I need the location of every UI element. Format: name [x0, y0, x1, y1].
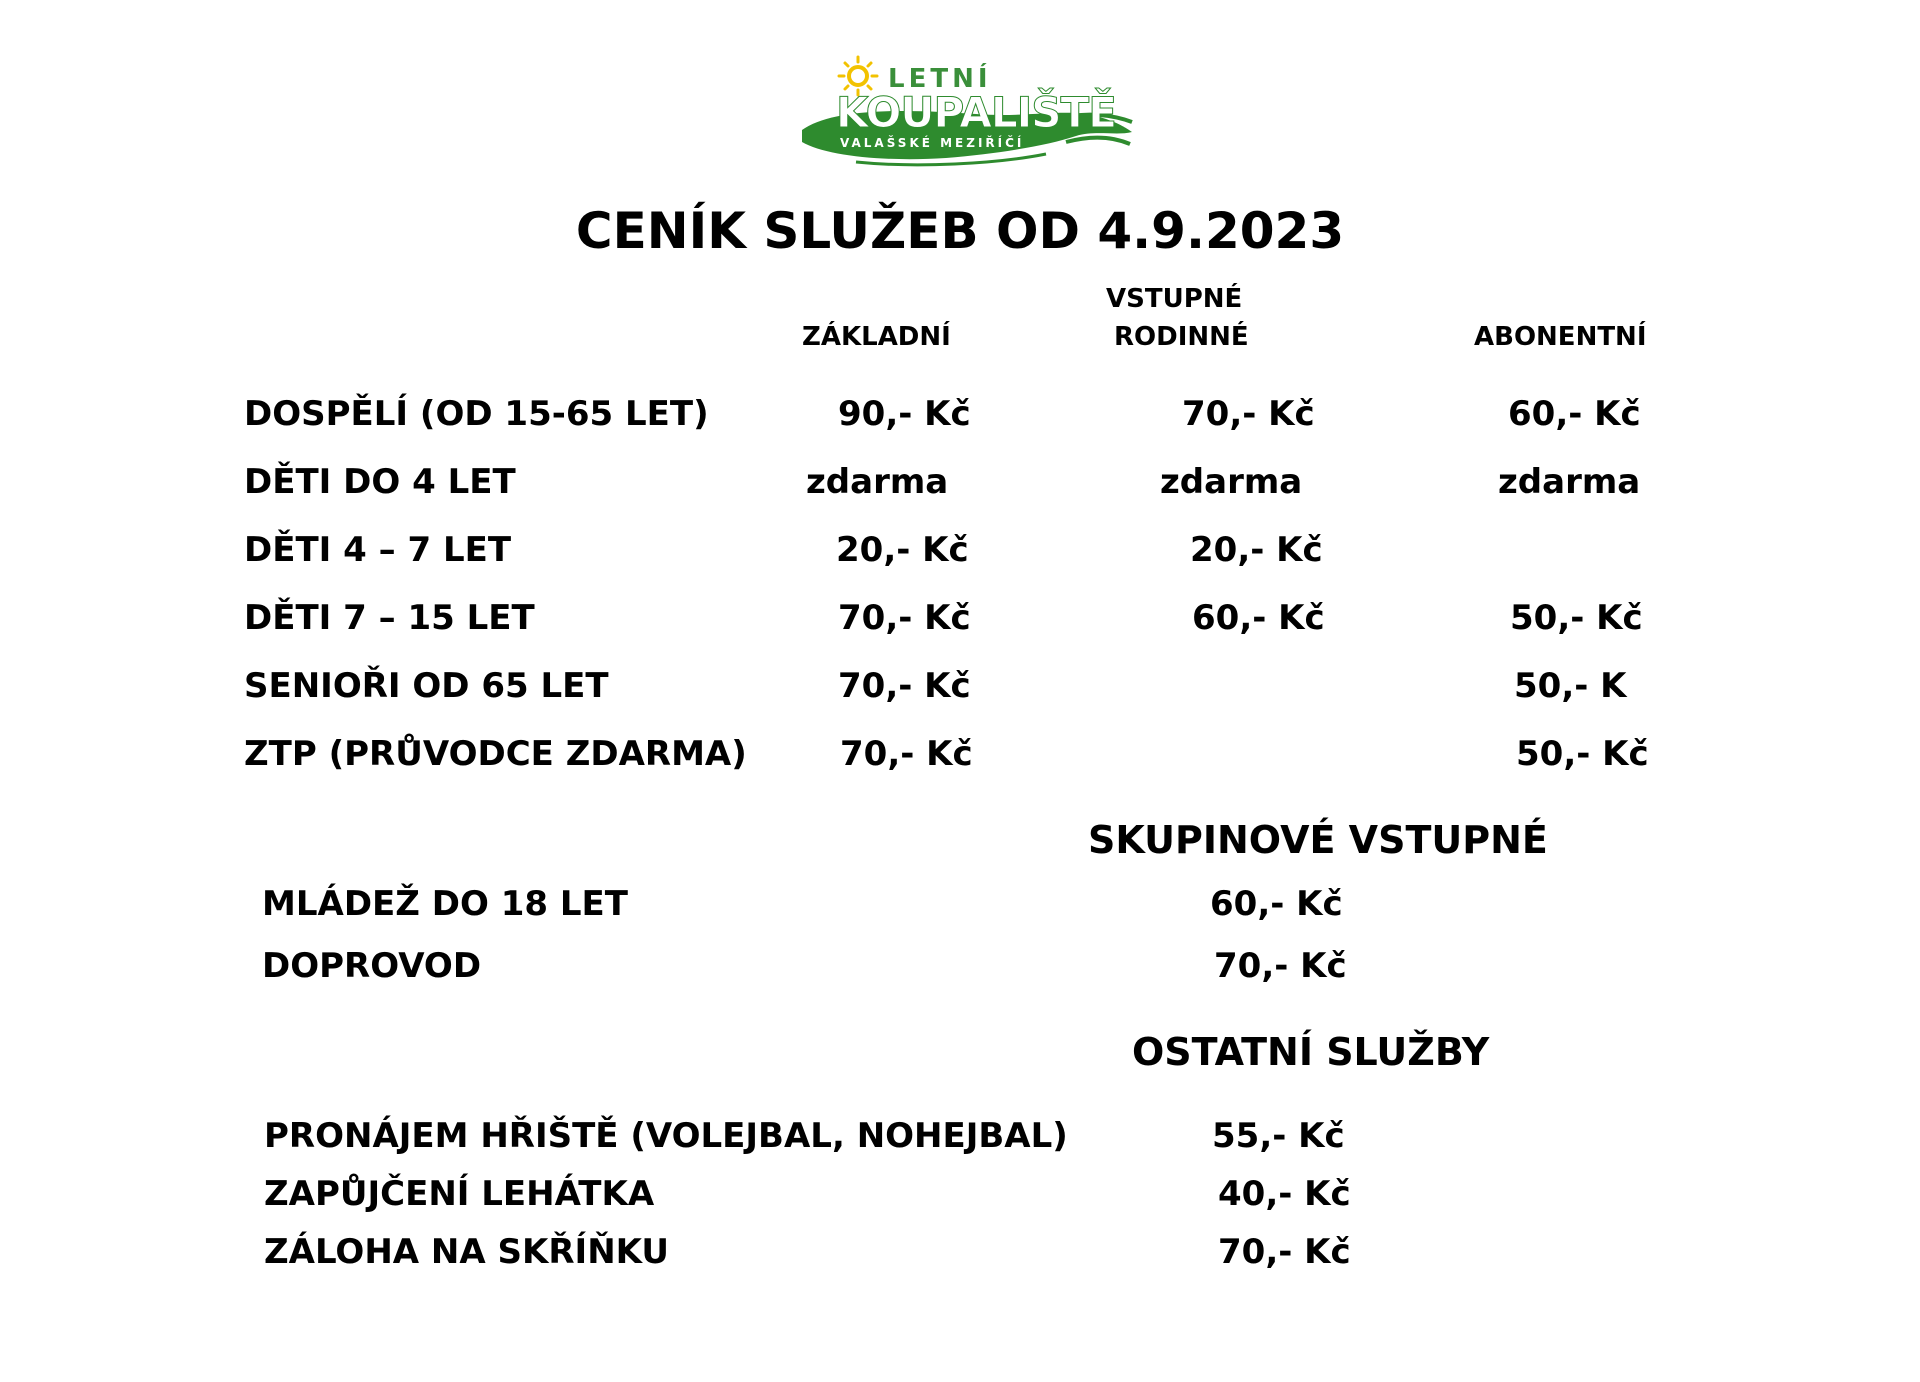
- row-label: DOSPĚLÍ (OD 15-65 LET): [244, 394, 709, 434]
- header-family-bottom: RODINNÉ: [1114, 322, 1249, 352]
- page-title: CENÍK SLUŽEB OD 4.9.2023: [575, 202, 1345, 260]
- other-item-price: 70,- Kč: [1218, 1232, 1351, 1272]
- other-item-label: PRONÁJEM HŘIŠTĚ (VOLEJBAL, NOHEJBAL): [264, 1116, 1068, 1156]
- other-item-label: ZAPŮJČENÍ LEHÁTKA: [264, 1174, 655, 1214]
- header-family-top: VSTUPNÉ: [1106, 284, 1243, 314]
- header-basic: ZÁKLADNÍ: [802, 322, 951, 352]
- row-label: DĚTI DO 4 LET: [244, 462, 516, 502]
- price-basic: 20,- Kč: [836, 530, 969, 570]
- group-item-label: DOPROVOD: [262, 946, 482, 986]
- price-family: zdarma: [1160, 462, 1303, 502]
- group-item-price: 70,- Kč: [1214, 946, 1347, 986]
- price-family: 60,- Kč: [1192, 598, 1325, 638]
- price-subscription: 50,- Kč: [1516, 734, 1649, 774]
- row-label: ZTP (PRŮVODCE ZDARMA): [244, 734, 747, 774]
- price-basic: 90,- Kč: [838, 394, 971, 434]
- price-subscription: zdarma: [1498, 462, 1641, 502]
- row-label: SENIOŘI OD 65 LET: [244, 666, 609, 706]
- logo-main-text: KOUPALIŠTĚ: [836, 88, 1116, 137]
- price-family: 70,- Kč: [1182, 394, 1315, 434]
- group-item-label: MLÁDEŽ DO 18 LET: [262, 884, 628, 924]
- price-family: 20,- Kč: [1190, 530, 1323, 570]
- price-basic: 70,- Kč: [838, 666, 971, 706]
- other-heading: OSTATNÍ SLUŽBY: [1132, 1030, 1490, 1074]
- price-subscription: 60,- Kč: [1508, 394, 1641, 434]
- other-item-price: 40,- Kč: [1218, 1174, 1351, 1214]
- row-label: DĚTI 7 – 15 LET: [244, 598, 535, 638]
- price-subscription: 50,- Kč: [1510, 598, 1643, 638]
- other-item-label: ZÁLOHA NA SKŘÍŇKU: [264, 1232, 670, 1272]
- group-item-price: 60,- Kč: [1210, 884, 1343, 924]
- header-subscription: ABONENTNÍ: [1474, 322, 1647, 352]
- price-subscription: 50,- K: [1514, 666, 1627, 706]
- other-item-price: 55,- Kč: [1212, 1116, 1345, 1156]
- price-basic: 70,- Kč: [840, 734, 973, 774]
- row-label: DĚTI 4 – 7 LET: [244, 530, 512, 570]
- price-basic: 70,- Kč: [838, 598, 971, 638]
- logo: [796, 50, 1136, 168]
- logo-top-text: LETNÍ: [888, 64, 992, 94]
- group-heading: SKUPINOVÉ VSTUPNÉ: [1088, 818, 1548, 862]
- logo-sub-text: VALAŠSKÉ MEZIŘÍČÍ: [840, 136, 1025, 150]
- price-basic: zdarma: [806, 462, 949, 502]
